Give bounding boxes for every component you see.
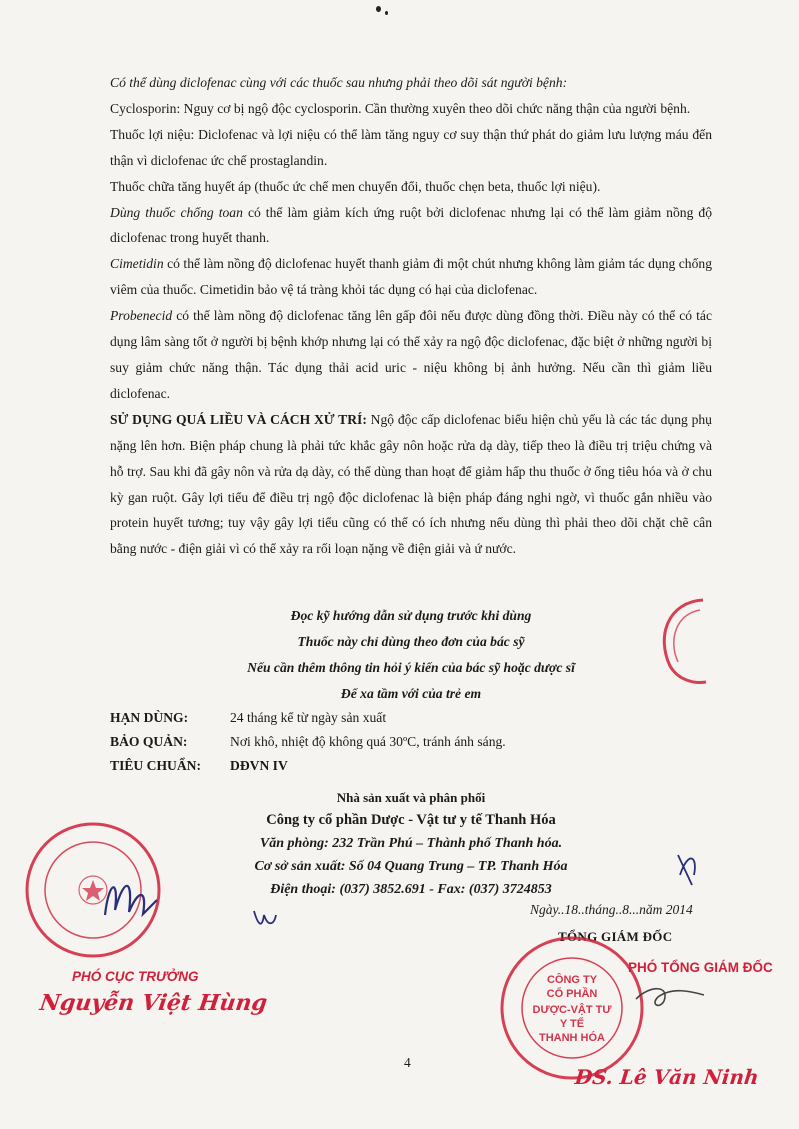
spec-value: 24 tháng kể từ ngày sản xuất	[230, 710, 387, 725]
interaction-intro-text: Có thể dùng diclofenac cùng với các thuốc sau nhưng phải theo dõi sát người bệnh:	[110, 75, 568, 90]
interaction-text: có thể làm nồng độ diclofenac huyết thanh giảm đi một chút nhưng không làm giảm tác dụng chống viêm của thuốc. Cimetidin bảo vệ tá tràng khỏi tác dụng có hại của diclofenac.	[110, 256, 712, 298]
seal-line: THANH HÓA	[539, 1032, 605, 1044]
interaction-intro	[110, 70, 712, 96]
interaction-antacids	[110, 200, 712, 252]
scan-speck	[385, 11, 388, 15]
interaction-text: có thể làm nồng độ diclofenac tăng lên gấp đôi nếu được dùng đồng thời. Điều này có thể có tác dụng lâm sàng tốt ở người bị bệnh khớp nhưng lại có thể xảy ra ngộ độc diclofenac, đặc biệt ở những người bị suy giảm chức năng thận. Tác dụng thải acid uric - niệu không bị ảnh hưởng. Nếu cần thì giảm liều diclofenac.	[110, 308, 712, 401]
interaction-lead: Cimetidin	[110, 256, 164, 272]
interaction-cyclosporin	[110, 96, 712, 122]
page-number: 4	[404, 1055, 411, 1070]
drug-interactions-section	[110, 70, 712, 562]
scan-speck	[376, 6, 381, 12]
spec-label: TIÊU CHUẨN:	[110, 758, 202, 773]
spec-value: Nơi khô, nhiệt độ không quá 30ºC, tránh ánh sáng.	[230, 734, 506, 749]
seal-center-text	[533, 973, 613, 1044]
director-initials-signature	[672, 845, 702, 890]
interaction-text: có thể làm giảm kích ứng ruột bởi diclofenac nhưng lại có thể làm giảm nồng độ diclofenac trong huyết thanh.	[110, 204, 712, 246]
seal-line: CÔNG TY	[546, 974, 598, 986]
manufacturer-block	[110, 786, 712, 901]
company-name: Công ty cổ phần Dược - Vật tư y tế Thanh Hóa	[266, 812, 556, 828]
spec-row-shelf-life	[110, 706, 506, 730]
interaction-antihypertensives	[110, 174, 712, 200]
interaction-lead: Probenecid	[110, 308, 173, 324]
seal-line: Y TẾ	[559, 1018, 585, 1030]
signing-date: Ngày..18..tháng..8...năm 2014	[530, 902, 693, 917]
director-title: TỔNG GIÁM ĐỐC	[558, 929, 673, 944]
warning-line: Thuốc này chỉ dùng theo đơn của bác sỹ	[297, 634, 525, 649]
deputy-director-title: PHÓ TỔNG GIÁM ĐỐC	[628, 960, 773, 975]
spec-label: BẢO QUẢN:	[110, 734, 188, 749]
warnings-block	[110, 603, 712, 707]
seal-line: CỔ PHẦN	[546, 988, 598, 1000]
spec-row-standard	[110, 754, 506, 778]
interaction-text: Thuốc lợi niệu: Diclofenac và lợi niệu có thể làm tăng nguy cơ suy thận thứ phát do giảm lưu lượng máu đến thận vì diclofenac ức chế prostaglandin.	[110, 126, 712, 168]
product-specs	[110, 706, 506, 778]
overdose-paragraph	[110, 407, 712, 562]
pharmacist-name: DS. Lê Văn Ninh	[573, 1065, 760, 1089]
manufacturer-heading: Nhà sản xuất và phân phối	[336, 790, 486, 805]
warning-line: Nếu cần thêm thông tin hỏi ý kiến của bác sỹ hoặc dược sĩ	[247, 660, 575, 675]
deputy-head-title: PHÓ CỤC TRƯỞNG	[72, 969, 199, 984]
interaction-probenecid	[110, 303, 712, 407]
deputy-head-name: Nguyễn Việt Hùng	[38, 990, 269, 1016]
interaction-text: Thuốc chữa tăng huyết áp (thuốc ức chế men chuyển đổi, thuốc chẹn beta, thuốc lợi niệu).	[110, 178, 601, 194]
company-seal	[495, 931, 650, 1086]
interaction-lead: Dùng thuốc chống toan	[110, 204, 243, 220]
deputy-head-signature	[95, 870, 165, 930]
initials-signature	[250, 905, 280, 933]
spec-label: HẠN DÙNG:	[110, 710, 189, 725]
interaction-diuretics	[110, 122, 712, 174]
deputy-director-signature	[630, 975, 710, 1015]
partial-red-seal	[648, 596, 708, 686]
interaction-cimetidine	[110, 251, 712, 303]
contact-phone-fax: Điện thoại: (037) 3852.691 - Fax: (037) 3724853	[270, 882, 552, 897]
seal-line: DƯỢC-VẬT TƯ	[532, 1004, 612, 1016]
warning-line: Đọc kỹ hướng dẫn sử dụng trước khi dùng	[290, 608, 532, 623]
overdose-text: Ngộ độc cấp diclofenac biểu hiện chủ yếu là các tác dụng phụ nặng lên hơn. Biện pháp chung là phải tức khắc gây nôn hoặc rửa dạ dày, tiếp theo là điều trị triệu chứng và hỗ trợ. Sau khi đã gây nôn và rửa dạ dày, có thể dùng than hoạt để giảm hấp thu thuốc ở ống tiêu hóa và ở chu kỳ gan ruột. Gây lợi tiểu để điều trị ngộ độc diclofenac là biện pháp đáng nghi ngờ, vì thuốc gắn nhiều vào protein huyết tương; tuy vậy gây lợi tiểu cũng có thể có ích nhưng nếu dùng thì phải theo dõi chặt chẽ cân bằng nước - điện giải vì có thể xảy ra rối loạn nặng về điện giải và ứ nước.	[110, 411, 712, 557]
office-address: Văn phòng: 232 Trần Phú – Thành phố Thanh hóa.	[259, 836, 563, 851]
warning-line: Để xa tầm với của trẻ em	[340, 686, 482, 701]
overdose-heading: SỬ DỤNG QUÁ LIỀU VÀ CÁCH XỬ TRÍ:	[110, 411, 367, 427]
factory-address: Cơ sở sản xuất: Số 04 Quang Trung – TP. Thanh Hóa	[254, 859, 568, 874]
spec-value: DĐVN IV	[230, 758, 288, 773]
interaction-text: Cyclosporin: Nguy cơ bị ngộ độc cyclosporin. Cần thường xuyên theo dõi chức năng thận của người bệnh.	[110, 100, 691, 116]
spec-row-storage	[110, 730, 506, 754]
